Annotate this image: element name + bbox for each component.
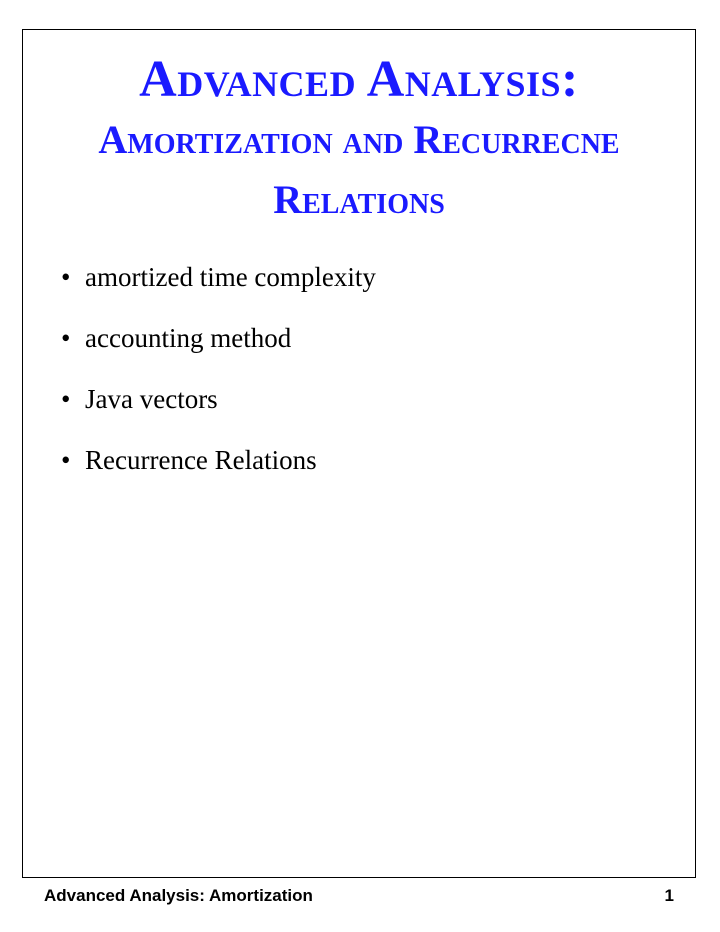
bullet-icon: • — [61, 262, 71, 292]
bullet-text: Java vectors — [85, 384, 218, 414]
bullet-list — [61, 262, 376, 506]
bullet-item — [61, 384, 376, 445]
bullet-item — [61, 323, 376, 384]
bullet-text: accounting method — [85, 323, 292, 353]
bullet-item — [61, 262, 376, 323]
page-number: 1 — [664, 886, 674, 905]
slide-title-line-1: Advanced Analysis: — [139, 51, 579, 108]
bullet-item — [61, 445, 376, 506]
slide-frame — [22, 29, 696, 878]
bullet-text: amortized time complexity — [85, 262, 376, 292]
bullet-icon: • — [61, 384, 71, 414]
footer-title: Advanced Analysis: Amortization — [44, 886, 313, 905]
slide-title-line-3: Relations — [273, 177, 445, 222]
bullet-text: Recurrence Relations — [85, 445, 317, 475]
slide-title-line-2: Amortization and Recurrecne — [98, 117, 620, 162]
bullet-icon: • — [61, 445, 71, 475]
bullet-icon: • — [61, 323, 71, 353]
